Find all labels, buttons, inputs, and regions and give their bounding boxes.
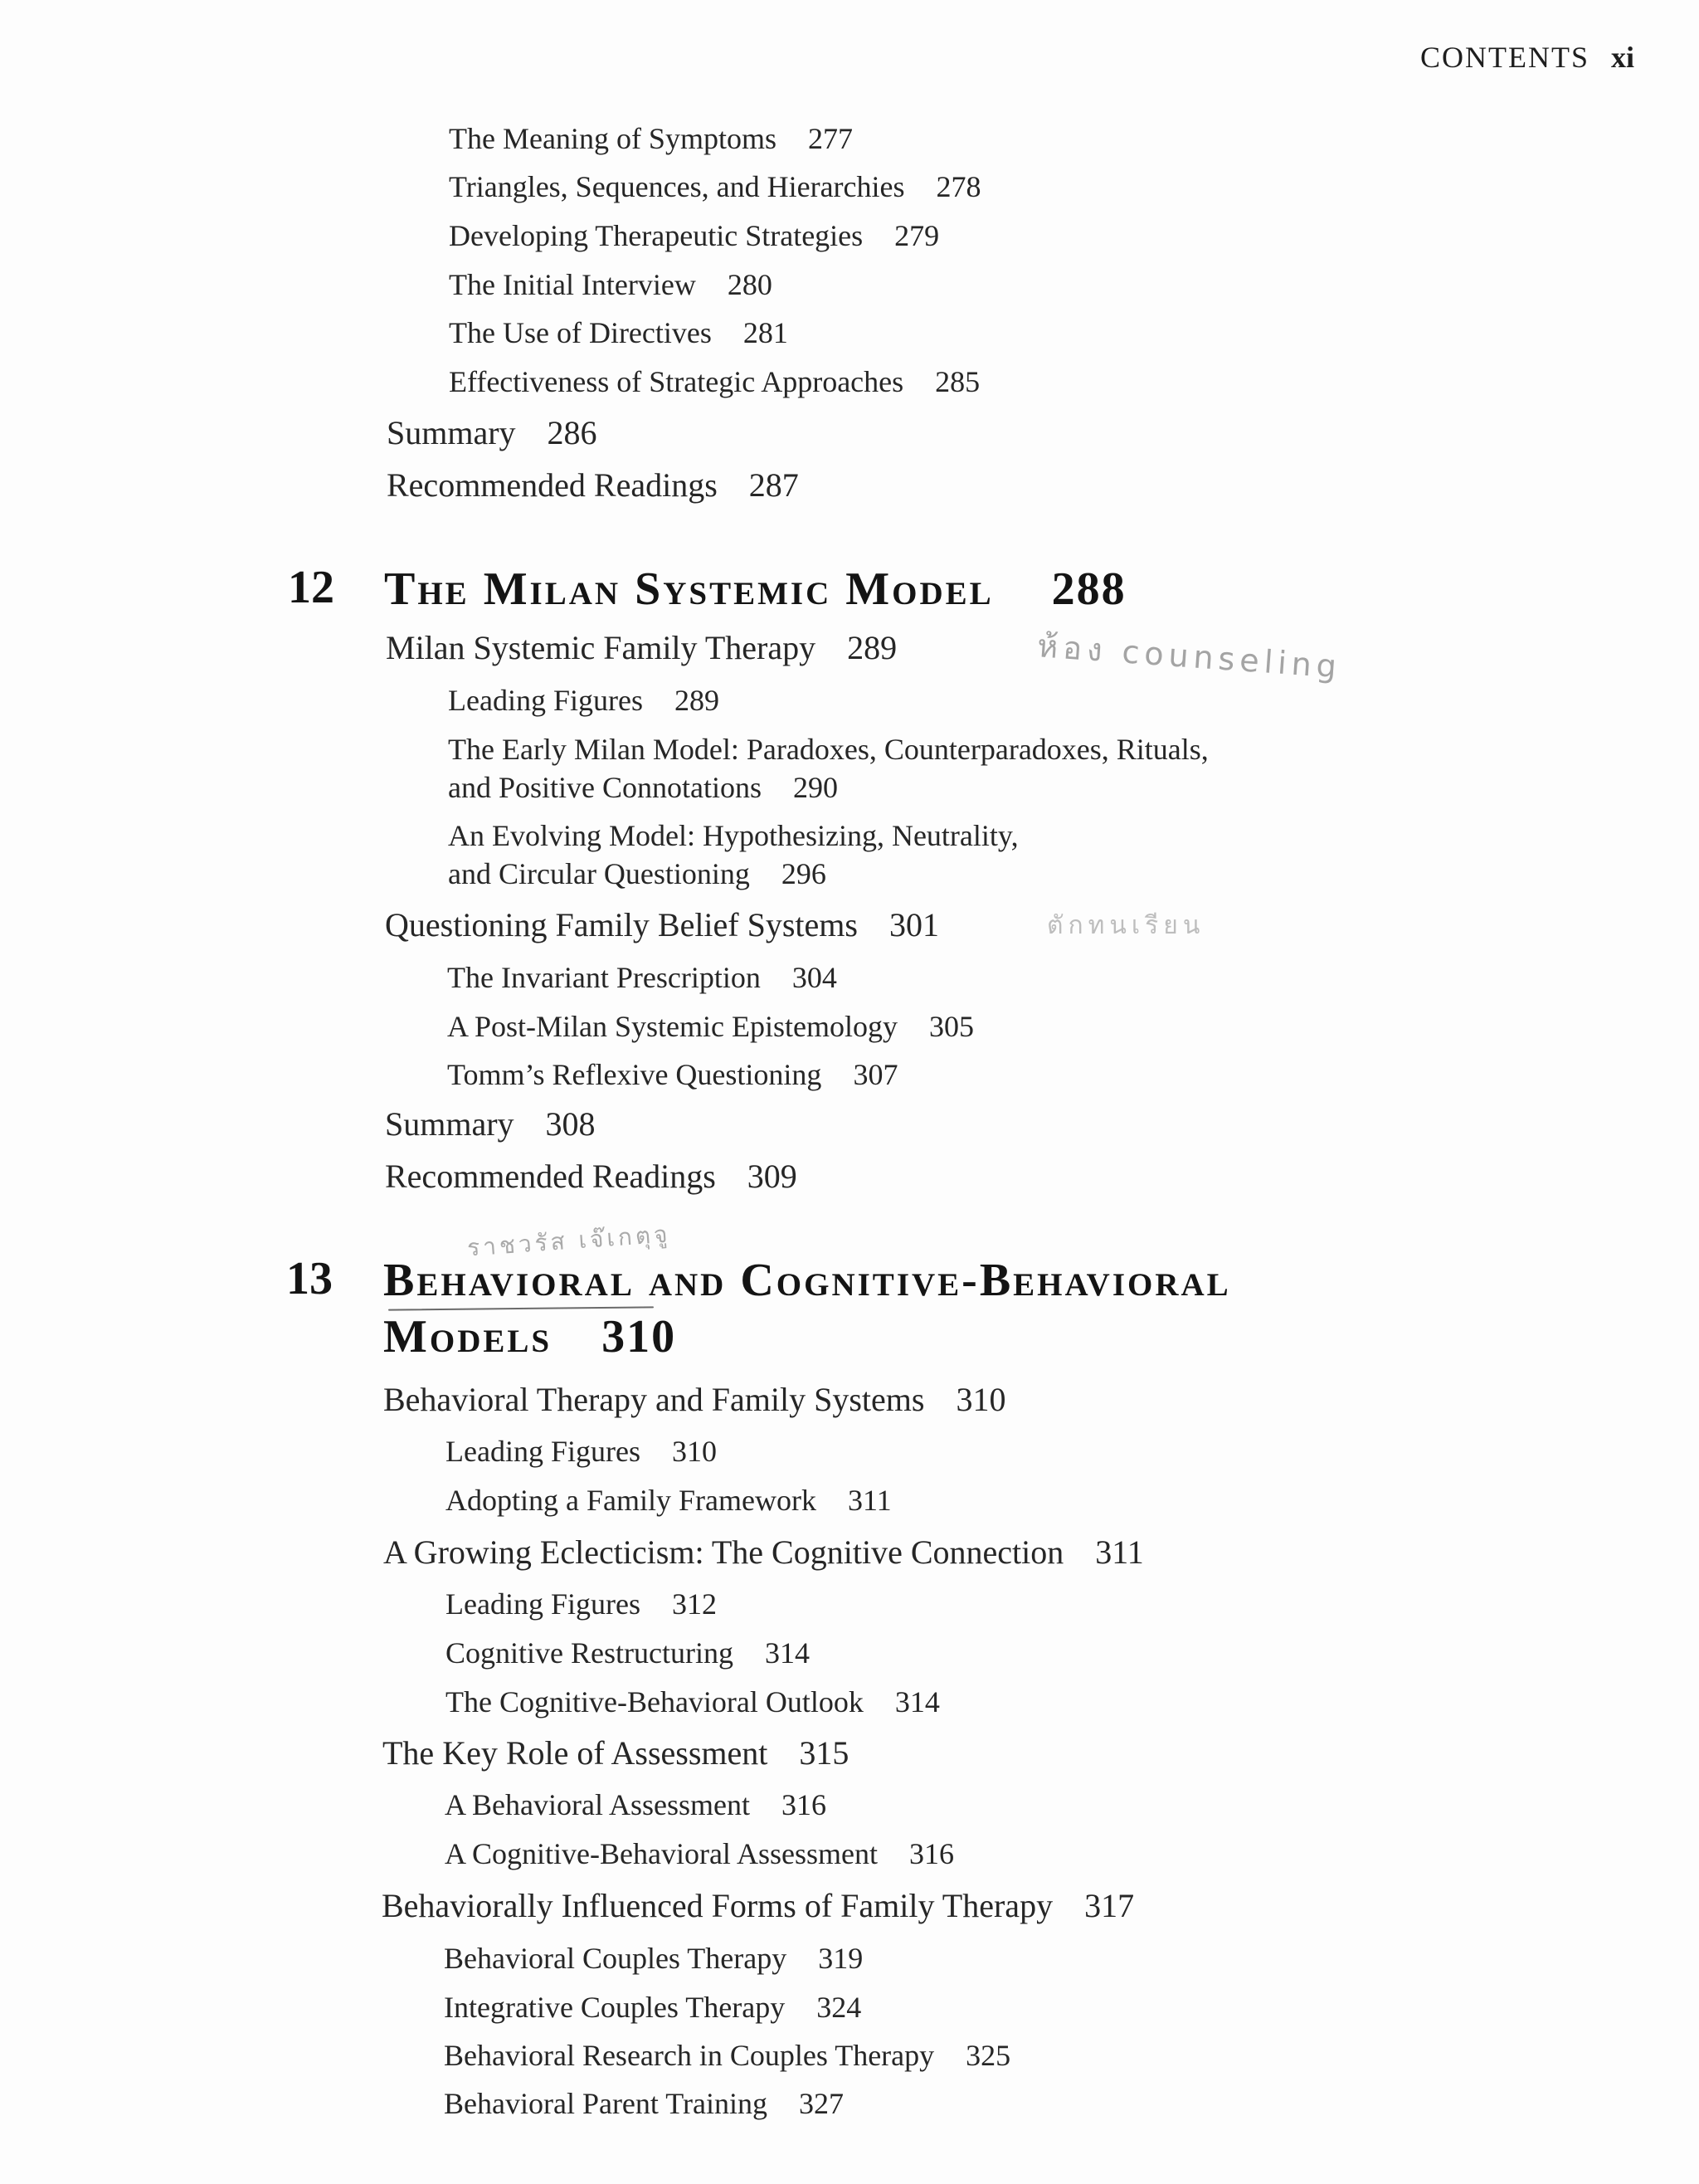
- toc-section[interactable]: [383, 1380, 1005, 1419]
- chapter-title-text-line1: Behavioral and Cognitive-Behavioral: [383, 1255, 1231, 1306]
- toc-entry-title: Tomm’s Reflexive Questioning: [447, 1058, 822, 1091]
- toc-entry-title: Integrative Couples Therapy: [444, 1991, 786, 2024]
- toc-entry-page: 285: [935, 365, 981, 398]
- chapter-page: 288: [1051, 563, 1127, 615]
- toc-entry-page: 277: [807, 122, 853, 155]
- toc-entry[interactable]: [447, 1057, 898, 1092]
- toc-entry[interactable]: [445, 1483, 892, 1518]
- toc-entry-title: Summary: [385, 1105, 514, 1143]
- toc-entry-page: 315: [799, 1734, 850, 1772]
- toc-entry-page: 289: [847, 629, 898, 666]
- toc-entry-page: 287: [748, 466, 799, 504]
- toc-entry-title-line1: The Early Milan Model: Paradoxes, Counterparadoxes, Rituals,: [448, 733, 1209, 766]
- toc-entry-title: A Growing Eclecticism: The Cognitive Connection: [383, 1533, 1064, 1571]
- toc-entry-title-line1: An Evolving Model: Hypothesizing, Neutrality,: [448, 819, 1019, 852]
- toc-recommended-readings[interactable]: [385, 1157, 797, 1196]
- toc-entry[interactable]: [445, 1836, 954, 1871]
- toc-entry-title: Triangles, Sequences, and Hierarchies: [449, 170, 905, 203]
- chapter-number: 13: [286, 1253, 333, 1304]
- toc-entry-title: Effectiveness of Strategic Approaches: [449, 365, 904, 398]
- toc-entry-page: 314: [764, 1636, 810, 1670]
- toc-entry-page: 310: [956, 1381, 1006, 1418]
- toc-entry-title-line2: and Positive Connotations: [448, 771, 762, 804]
- toc-recommended-readings[interactable]: [387, 466, 799, 505]
- toc-entry-title: Cognitive Restructuring: [445, 1636, 733, 1670]
- toc-entry-page: 278: [936, 170, 981, 203]
- toc-section[interactable]: [382, 1733, 849, 1772]
- toc-section[interactable]: [385, 905, 939, 944]
- toc-entry-page: 290: [793, 771, 838, 804]
- toc-section[interactable]: [382, 1886, 1134, 1925]
- toc-entry-page: 324: [816, 1991, 862, 2024]
- toc-entry-page: 289: [674, 684, 719, 717]
- toc-entry-title: Behaviorally Influenced Forms of Family Therapy: [382, 1887, 1054, 1924]
- toc-entry-title: Leading Figures: [448, 684, 643, 717]
- toc-entry-page: 304: [791, 961, 837, 994]
- chapter-title-text-line2: Models: [383, 1311, 553, 1363]
- running-head: [1420, 40, 1634, 75]
- toc-entry-title: Behavioral Couples Therapy: [444, 1942, 787, 1975]
- toc-entry[interactable]: [445, 1434, 717, 1469]
- toc-entry[interactable]: [445, 1587, 717, 1621]
- toc-entry-page: 296: [781, 857, 826, 890]
- toc-entry-title: The Initial Interview: [449, 268, 696, 301]
- toc-entry-title: Behavioral Research in Couples Therapy: [444, 2039, 935, 2072]
- toc-entry[interactable]: [449, 121, 853, 156]
- toc-entry-title: Leading Figures: [445, 1587, 640, 1621]
- toc-entry[interactable]: [444, 1990, 861, 2025]
- handwritten-note: ห้อง counseling: [1035, 627, 1343, 685]
- toc-entry-title: Recommended Readings: [387, 466, 718, 504]
- toc-entry-page: 317: [1084, 1887, 1135, 1924]
- toc-entry-page: 308: [545, 1105, 596, 1143]
- toc-entry[interactable]: [447, 1009, 974, 1044]
- toc-entry-title: Developing Therapeutic Strategies: [449, 219, 864, 252]
- toc-entry-page: 311: [1095, 1533, 1144, 1571]
- toc-entry[interactable]: [448, 817, 1443, 893]
- toc-entry-title: The Key Role of Assessment: [382, 1734, 768, 1772]
- toc-summary[interactable]: [387, 413, 597, 452]
- toc-entry-title: Behavioral Therapy and Family Systems: [383, 1381, 925, 1418]
- toc-entry[interactable]: [445, 1787, 826, 1822]
- toc-entry-page: 279: [894, 219, 940, 252]
- toc-entry-title: Leading Figures: [445, 1435, 640, 1468]
- chapter-title[interactable]: [384, 561, 1127, 617]
- toc-entry-page: 314: [894, 1685, 940, 1718]
- toc-entry-page: 309: [747, 1158, 797, 1195]
- running-head-label: CONTENTS: [1419, 41, 1589, 74]
- handwritten-note: ตักทนเรียน: [1047, 911, 1205, 940]
- toc-entry-page: 286: [547, 414, 597, 451]
- toc-entry-page: 281: [742, 316, 788, 349]
- toc-entry[interactable]: [448, 730, 1443, 807]
- toc-entry[interactable]: [444, 1941, 863, 1976]
- toc-entry-page: 327: [798, 2087, 844, 2120]
- chapter-page: 310: [601, 1311, 677, 1363]
- toc-entry[interactable]: [449, 169, 981, 204]
- toc-entry[interactable]: [448, 683, 719, 718]
- toc-entry-page: 310: [671, 1435, 717, 1468]
- toc-entry-title: Milan Systemic Family Therapy: [386, 629, 816, 666]
- toc-entry-title: A Behavioral Assessment: [445, 1788, 750, 1821]
- toc-entry-title: A Post-Milan Systemic Epistemology: [447, 1010, 898, 1043]
- toc-entry[interactable]: [449, 315, 788, 350]
- toc-entry-page: 316: [908, 1837, 954, 1870]
- toc-entry-page: 319: [818, 1942, 864, 1975]
- toc-entry-title: Questioning Family Belief Systems: [385, 906, 858, 943]
- toc-entry[interactable]: [444, 2086, 844, 2121]
- toc-entry-title: The Invariant Prescription: [447, 961, 761, 994]
- toc-entry-page: 301: [888, 906, 939, 943]
- toc-entry[interactable]: [449, 218, 939, 253]
- toc-entry[interactable]: [447, 960, 837, 995]
- toc-entry-title: Summary: [387, 414, 516, 451]
- toc-entry-page: 307: [853, 1058, 898, 1091]
- toc-section[interactable]: [383, 1533, 1144, 1572]
- toc-entry-page: 280: [727, 268, 772, 301]
- chapter-title-text: The Milan Systemic Model: [384, 563, 994, 615]
- handwritten-note: ราชวรัส เจ๊เกตุจู: [466, 1220, 672, 1262]
- toc-summary[interactable]: [385, 1104, 596, 1143]
- toc-entry[interactable]: [449, 364, 980, 399]
- toc-section[interactable]: [386, 628, 897, 667]
- toc-entry-page: 311: [847, 1484, 892, 1517]
- toc-entry-title: Adopting a Family Framework: [445, 1484, 816, 1517]
- toc-entry-title: Recommended Readings: [385, 1158, 716, 1195]
- toc-entry[interactable]: [445, 1636, 810, 1670]
- toc-entry[interactable]: [445, 1684, 940, 1719]
- toc-entry-title: A Cognitive-Behavioral Assessment: [445, 1837, 878, 1870]
- toc-entry-page: 325: [966, 2039, 1011, 2072]
- toc-entry-title: The Meaning of Symptoms: [449, 122, 776, 155]
- toc-entry-title: The Cognitive-Behavioral Outlook: [445, 1685, 864, 1718]
- toc-entry-page: 305: [929, 1010, 975, 1043]
- chapter-number: 12: [288, 562, 334, 613]
- toc-entry[interactable]: [449, 267, 772, 302]
- toc-entry[interactable]: [444, 2038, 1010, 2073]
- toc-entry-title-line2: and Circular Questioning: [448, 857, 750, 890]
- toc-entry-title: Behavioral Parent Training: [444, 2087, 767, 2120]
- toc-entry-page: 312: [671, 1587, 717, 1621]
- toc-entry-page: 316: [781, 1788, 826, 1821]
- toc-entry-title: The Use of Directives: [449, 316, 712, 349]
- page-folio: xi: [1610, 41, 1634, 74]
